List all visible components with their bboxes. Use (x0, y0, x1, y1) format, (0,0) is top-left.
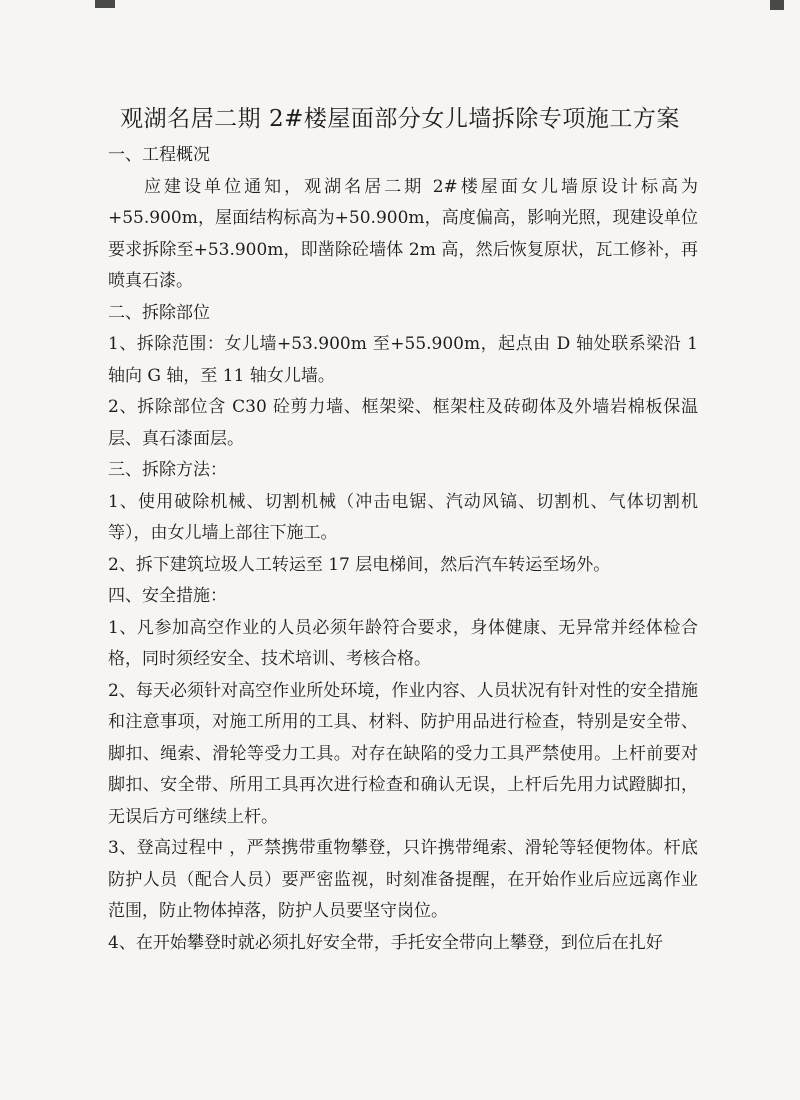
document-body (108, 140, 698, 959)
paragraph: 4、在开始攀登时就必须扎好安全带，手托安全带向上攀登，到位后在扎好 (108, 932, 663, 953)
paragraph: 应建设单位通知，观湖名居二期 2#楼屋面女儿墙原设计标高为+55.900m，屋面结构标高为+50.900m，高度偏高，影响光照，现建设单位要求拆除至+53.900m，即凿除砼墙体 2m 高，然后恢复原状，瓦工修补，再喷真石漆。 (108, 176, 698, 291)
section-heading: 四、安全措施： (108, 586, 227, 606)
paragraph: 1、凡参加高空作业的人员必须年龄符合要求，身体健康、无异常并经体检合格，同时须经安全、技术培训、考核合格。 (108, 617, 698, 669)
section-heading: 三、拆除方法： (108, 460, 227, 480)
paragraph: 3、登高过程中 ，严禁携带重物攀登，只许携带绳索、滑轮等轻便物体。杆底防护人员（配合人员）要严密监视，时刻准备提醒，在开始作业后应远离作业范围，防止物体掉落，防护人员要坚守岗位。 (108, 838, 698, 921)
paragraph: 2、拆除部位含 C30 砼剪力墙、框架梁、框架柱及砖砌体及外墙岩棉板保温层、真石漆面层。 (108, 397, 698, 449)
scan-artifact (95, 0, 115, 8)
scan-artifact (770, 0, 784, 10)
paragraph: 2、拆下建筑垃圾人工转运至 17 层电梯间，然后汽车转运至场外。 (108, 554, 611, 575)
paragraph: 1、使用破除机械、切割机械（冲击电锯、汽动风镐、切割机、气体切割机等），由女儿墙上部往下施工。 (108, 491, 698, 543)
paragraph: 1、拆除范围：女儿墙+53.900m 至+55.900m，起点由 D 轴处联系梁沿 1 轴向 G 轴，至 11 轴女儿墙。 (108, 334, 698, 386)
document-title: 观湖名居二期 2#楼屋面部分女儿墙拆除专项施工方案 (120, 106, 680, 132)
paragraph: 2、每天必须针对高空作业所处环境，作业内容、人员状况有针对性的安全措施和注意事项，对施工所用的工具、材料、防护用品进行检查，特别是安全带、脚扣、绳索、滑轮等受力工具。对存在缺陷的受力工具严禁使用。上杆前要对脚扣、安全带、所用工具再次进行检查和确认无误，上杆后先用力试蹬脚扣，无误后方可继续上杆。 (108, 680, 698, 827)
section-heading: 二、拆除部位 (108, 302, 210, 323)
section-heading: 一、工程概况 (108, 145, 210, 165)
